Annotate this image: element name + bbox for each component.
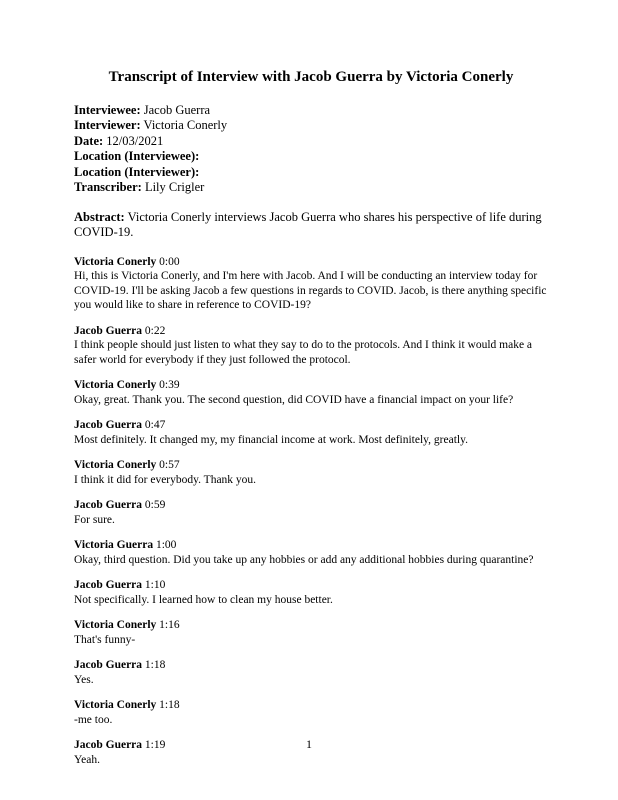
meta-label: Interviewee: bbox=[74, 102, 141, 117]
transcript-turn bbox=[74, 255, 548, 313]
speaker-name: Victoria Conerly bbox=[74, 379, 157, 391]
meta-label: Transcriber: bbox=[74, 180, 142, 194]
timestamp: 0:59 bbox=[144, 499, 166, 511]
utterance-text: I think it did for everybody. Thank you. bbox=[74, 473, 257, 486]
transcript-turn bbox=[74, 324, 548, 368]
speaker-name: Victoria Guerra bbox=[74, 539, 154, 551]
transcript-turn bbox=[74, 578, 548, 607]
utterance-text: Hi, this is Victoria Conerly, and I'm here with Jacob. And I will be conducting an interview today for COVID-19. I'll be asking Jacob a few questions in regards to COVID. Jacob, is there anything specific you would like to share in reference to COVID-19? bbox=[74, 270, 547, 311]
timestamp: 1:18 bbox=[159, 699, 180, 711]
utterance-text: Yes. bbox=[74, 673, 94, 686]
speaker-name: Jacob Guerra bbox=[74, 739, 143, 751]
meta-location-interviewee bbox=[74, 149, 548, 165]
speaker-name: Victoria Conerly bbox=[74, 255, 157, 268]
timestamp: 0:47 bbox=[144, 419, 166, 431]
meta-interviewee bbox=[74, 103, 548, 119]
timestamp: 1:19 bbox=[144, 739, 166, 751]
meta-label: Interviewer: bbox=[74, 118, 141, 132]
speaker-name: Jacob Guerra bbox=[74, 579, 143, 591]
speaker-name: Jacob Guerra bbox=[74, 419, 143, 431]
abstract bbox=[74, 210, 548, 241]
speaker-name: Victoria Conerly bbox=[74, 459, 157, 471]
speaker-name: Jacob Guerra bbox=[74, 324, 143, 337]
utterance-text: I think people should just listen to what they say to do to the protocols. And I think it would make a safer world for everybody if they just followed the protocol. bbox=[74, 339, 533, 366]
meta-value: 12/03/2021 bbox=[106, 133, 164, 148]
transcript-turn bbox=[74, 698, 548, 727]
meta-transcriber bbox=[74, 180, 548, 196]
utterance-text: Okay, third question. Did you take up any hobbies or add any additional hobbies during quarantine? bbox=[74, 553, 534, 566]
timestamp: 0:22 bbox=[144, 324, 166, 337]
transcript-turn bbox=[74, 418, 548, 447]
timestamp: 1:10 bbox=[144, 579, 166, 591]
utterance-text: That's funny- bbox=[74, 633, 136, 646]
meta-label: Date: bbox=[74, 133, 104, 148]
meta-label: Location (Interviewer): bbox=[74, 164, 200, 179]
speaker-name: Victoria Conerly bbox=[74, 619, 157, 631]
meta-date bbox=[74, 134, 548, 150]
timestamp: 1:18 bbox=[144, 659, 166, 671]
timestamp: 0:00 bbox=[159, 255, 180, 268]
page-number: 1 bbox=[306, 737, 312, 751]
transcript-turn bbox=[74, 658, 548, 687]
timestamp: 0:39 bbox=[159, 379, 180, 391]
meta-label: Location (Interviewee): bbox=[74, 149, 200, 163]
transcript-turn bbox=[74, 538, 548, 567]
utterance-text: Not specifically. I learned how to clean my house better. bbox=[74, 593, 333, 606]
utterance-text: Yeah. bbox=[74, 753, 100, 766]
abstract-text: Victoria Conerly interviews Jacob Guerra who shares his perspective of life during COVID-19. bbox=[74, 209, 542, 239]
transcript-turns bbox=[74, 255, 548, 768]
utterance-text: Okay, great. Thank you. The second question, did COVID have a financial impact on your life? bbox=[74, 393, 514, 406]
speaker-name: Jacob Guerra bbox=[74, 659, 143, 671]
utterance-text: For sure. bbox=[74, 513, 115, 526]
speaker-name: Victoria Conerly bbox=[74, 699, 157, 711]
speaker-name: Jacob Guerra bbox=[74, 499, 143, 511]
timestamp: 0:57 bbox=[159, 459, 180, 471]
utterance-text: Most definitely. It changed my, my financial income at work. Most definitely, greatly. bbox=[74, 433, 468, 446]
meta-location-interviewer bbox=[74, 165, 548, 181]
transcript-turn bbox=[74, 618, 548, 647]
metadata-block bbox=[74, 103, 548, 196]
meta-value: Victoria Conerly bbox=[143, 118, 228, 132]
meta-value: Jacob Guerra bbox=[143, 102, 211, 117]
transcript-turn bbox=[74, 378, 548, 407]
transcript-turn bbox=[74, 458, 548, 487]
timestamp: 1:00 bbox=[155, 539, 177, 551]
abstract-label: Abstract: bbox=[74, 209, 125, 224]
document-title: Transcript of Interview with Jacob Guerra by Victoria Conerly bbox=[108, 69, 514, 85]
meta-interviewer bbox=[74, 118, 548, 134]
utterance-text: -me too. bbox=[74, 713, 113, 726]
transcript-turn bbox=[74, 498, 548, 527]
timestamp: 1:16 bbox=[159, 619, 180, 631]
meta-value: Lily Crigler bbox=[144, 180, 205, 194]
